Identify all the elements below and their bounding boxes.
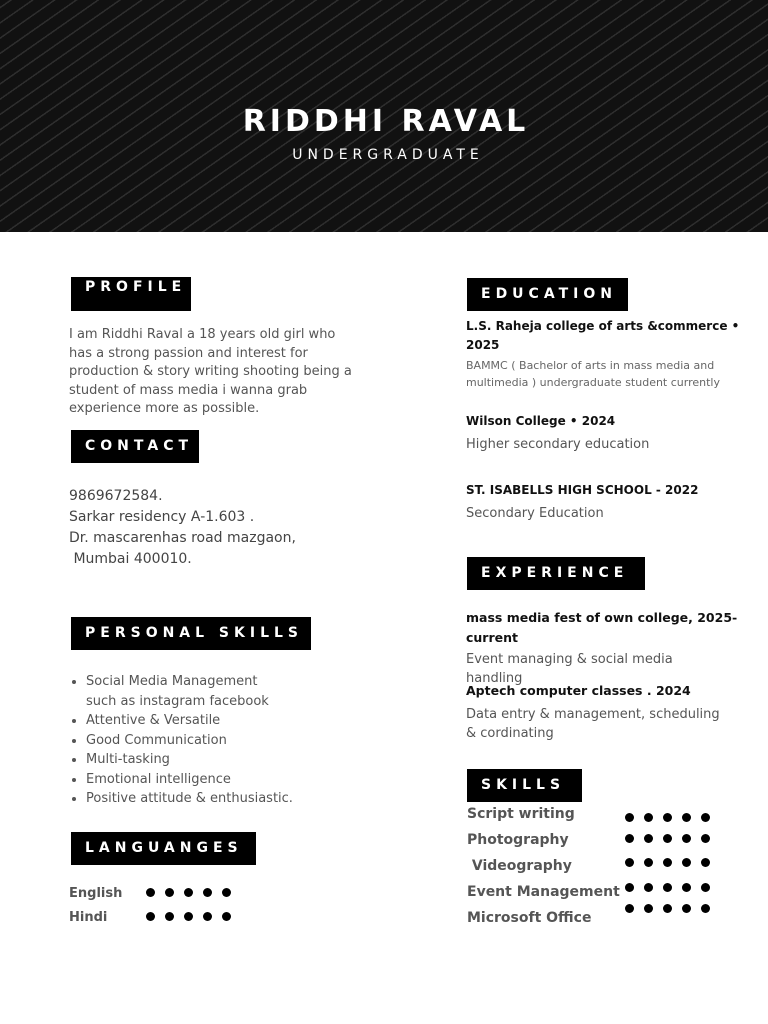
education-2-title: Wilson College • 2024 xyxy=(466,414,616,428)
rating-dot xyxy=(146,912,155,921)
rating-dot xyxy=(644,904,653,913)
education-1-title: L.S. Raheja college of arts &commerce • 2025 xyxy=(466,319,740,352)
rating-dot xyxy=(701,834,710,843)
rating-dot xyxy=(625,858,634,867)
rating-dot xyxy=(682,813,691,822)
rating-dot xyxy=(165,888,174,897)
rating-dot xyxy=(222,888,231,897)
rating-dot xyxy=(663,858,672,867)
languages-heading: LANGUANGES xyxy=(71,832,256,865)
skill-videography: Videography xyxy=(467,858,572,874)
rating-dot xyxy=(625,834,634,843)
rating-dot xyxy=(682,834,691,843)
contact-heading: CONTACT xyxy=(71,430,199,463)
rating-dot xyxy=(222,912,231,921)
skills-heading: SKILLS xyxy=(467,769,582,802)
rating-dot xyxy=(701,858,710,867)
contact-block xyxy=(69,486,329,570)
profile-heading: PROFILE xyxy=(71,277,191,311)
header-banner xyxy=(0,0,768,232)
rating-dot xyxy=(682,858,691,867)
rating-dot xyxy=(701,883,710,892)
rating-dot xyxy=(701,813,710,822)
skill-videography-rating xyxy=(625,858,710,867)
education-1-desc: BAMMC ( Bachelor of arts in mass media and multimedia ) undergraduate student currently xyxy=(466,359,720,389)
rating-dot xyxy=(663,883,672,892)
rating-dot xyxy=(663,834,672,843)
contact-address-1: Sarkar residency A-1.603 . xyxy=(69,509,255,525)
rating-dot xyxy=(165,912,174,921)
experience-2-title: Aptech computer classes . 2024 xyxy=(466,683,691,698)
education-3-title: ST. ISABELLS HIGH SCHOOL - 2022 xyxy=(466,483,699,497)
rating-dot xyxy=(146,888,155,897)
rating-dot xyxy=(701,904,710,913)
skill-event-management: Event Management xyxy=(467,884,620,900)
list-item: • Positive attitude & enthusiastic. xyxy=(86,789,336,809)
contact-phone: 9869672584. xyxy=(69,488,163,504)
rating-dot xyxy=(682,883,691,892)
language-hindi: Hindi xyxy=(69,910,108,925)
rating-dot xyxy=(184,912,193,921)
rating-dot xyxy=(644,883,653,892)
experience-heading: EXPERIENCE xyxy=(467,557,645,590)
rating-dot xyxy=(625,883,634,892)
contact-address-3: Mumbai 400010. xyxy=(69,551,192,567)
education-2-desc: Higher secondary education xyxy=(466,437,650,452)
list-item: • Multi-tasking xyxy=(86,750,336,770)
rating-dot xyxy=(663,813,672,822)
education-heading: EDUCATION xyxy=(467,278,628,311)
experience-2-desc: Data entry & management, scheduling & cordinating xyxy=(466,707,720,741)
rating-dot xyxy=(644,858,653,867)
skill-script-writing-rating xyxy=(625,813,710,822)
skill-microsoft-office-rating xyxy=(625,904,710,913)
rating-dot xyxy=(184,888,193,897)
profile-text: I am Riddhi Raval a 18 years old girl who has a strong passion and interest for production & story writing shooting being a student of mass media i wanna grab experience more as possible. xyxy=(69,327,352,416)
contact-address-2: Dr. mascarenhas road mazgaon, xyxy=(69,530,296,546)
language-hindi-rating xyxy=(146,912,231,921)
list-item: • Social Media Management such as instagram facebook xyxy=(86,672,286,711)
skill-photography-rating xyxy=(625,834,710,843)
personal-skills-list xyxy=(70,672,336,809)
experience-1-title: mass media fest of own college, 2025-current xyxy=(466,610,738,645)
skill-script-writing: Script writing xyxy=(467,806,575,822)
education-3-desc: Secondary Education xyxy=(466,506,604,521)
rating-dot xyxy=(644,813,653,822)
skill-event-management-rating xyxy=(625,883,710,892)
experience-1-desc: Event managing & social media handling xyxy=(466,652,673,686)
rating-dot xyxy=(644,834,653,843)
rating-dot xyxy=(663,904,672,913)
rating-dot xyxy=(625,813,634,822)
personal-skills-heading: PERSONAL SKILLS xyxy=(71,617,311,650)
list-item: • Good Communication xyxy=(86,731,336,751)
language-english-rating xyxy=(146,888,231,897)
rating-dot xyxy=(682,904,691,913)
skill-microsoft-office: Microsoft Office xyxy=(467,910,592,926)
language-english: English xyxy=(69,886,123,901)
skill-photography: Photography xyxy=(467,832,569,848)
rating-dot xyxy=(203,912,212,921)
resume-subtitle: UNDERGRADUATE xyxy=(292,147,484,163)
rating-dot xyxy=(625,904,634,913)
list-item: • Attentive & Versatile xyxy=(86,711,336,731)
resume-name: RIDDHI RAVAL xyxy=(242,104,530,139)
rating-dot xyxy=(203,888,212,897)
list-item: • Emotional intelligence xyxy=(86,770,336,790)
